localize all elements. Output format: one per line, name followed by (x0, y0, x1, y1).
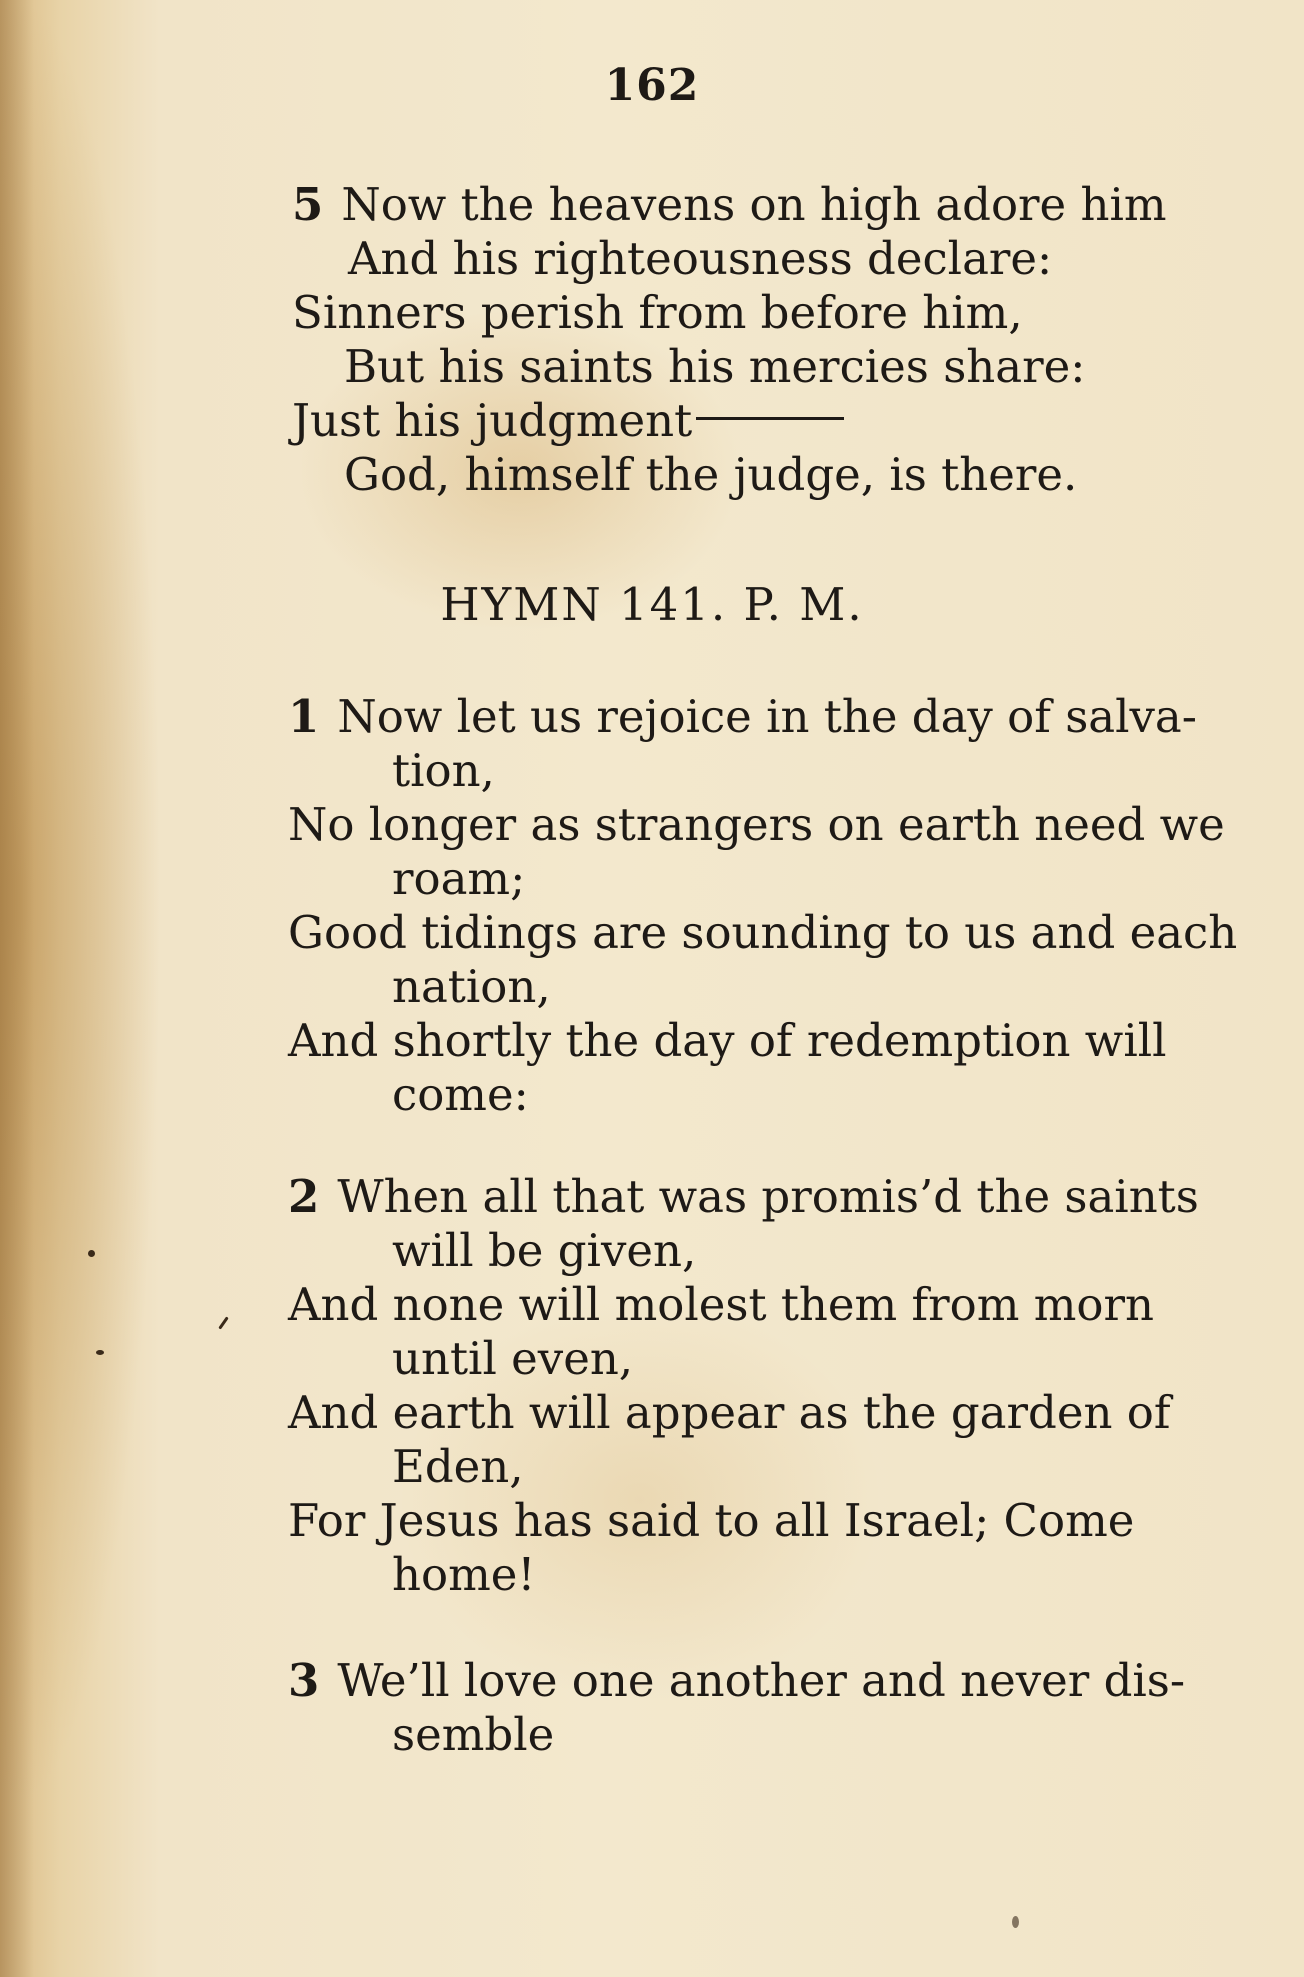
verse-line: Just his judgment (292, 394, 844, 448)
verse-line: And shortly the day of redemption will (288, 1014, 1167, 1067)
verse-line: semble (392, 1708, 555, 1761)
verse-line: Eden, (392, 1440, 524, 1493)
verse-line: come: (392, 1068, 529, 1121)
verse-line: And his righteousness declare: (348, 232, 1053, 285)
verse-line: God, himself the judge, is there. (344, 448, 1078, 501)
verse-line: 5 Now the heavens on high adore him (292, 178, 1167, 231)
ink-fleck (88, 1250, 95, 1257)
verse-line: 1 Now let us rejoice in the day of salva- (288, 690, 1197, 743)
verse-line: And earth will appear as the garden of (288, 1386, 1171, 1439)
verse-line: Good tidings are sounding to us and each (288, 906, 1238, 959)
page-edge-stain (0, 0, 34, 1977)
verse-number: 3 (288, 1654, 320, 1707)
hymn-heading: HYMN 141. P. M. (440, 578, 864, 631)
ink-fleck (96, 1350, 104, 1355)
verse-line: nation, (392, 960, 551, 1013)
verse-line: No longer as strangers on earth need we (288, 798, 1225, 851)
verse-line: until even, (392, 1332, 634, 1385)
verse-line: Sinners perish from before him, (292, 286, 1023, 339)
verse-line: tion, (392, 744, 495, 797)
verse-line: roam; (392, 852, 526, 905)
verse-number: 1 (288, 690, 320, 743)
verse-line: But his saints his mercies share: (344, 340, 1086, 393)
verse-line: And none will molest them from morn (288, 1278, 1155, 1331)
verse-number: 2 (288, 1170, 320, 1223)
page-number: 162 (604, 60, 700, 111)
verse-line: 2 When all that was promis’d the saints (288, 1170, 1199, 1223)
verse-line: 3 We’ll love one another and never dis- (288, 1654, 1186, 1707)
verse-line: For Jesus has said to all Israel; Come (288, 1494, 1135, 1547)
verse-line: home! (392, 1548, 536, 1601)
dash-rule (696, 417, 844, 420)
verse-number: 5 (292, 178, 324, 231)
ink-fleck (1012, 1916, 1019, 1928)
ink-fleck (218, 1316, 228, 1329)
verse-line: will be given, (392, 1224, 697, 1277)
